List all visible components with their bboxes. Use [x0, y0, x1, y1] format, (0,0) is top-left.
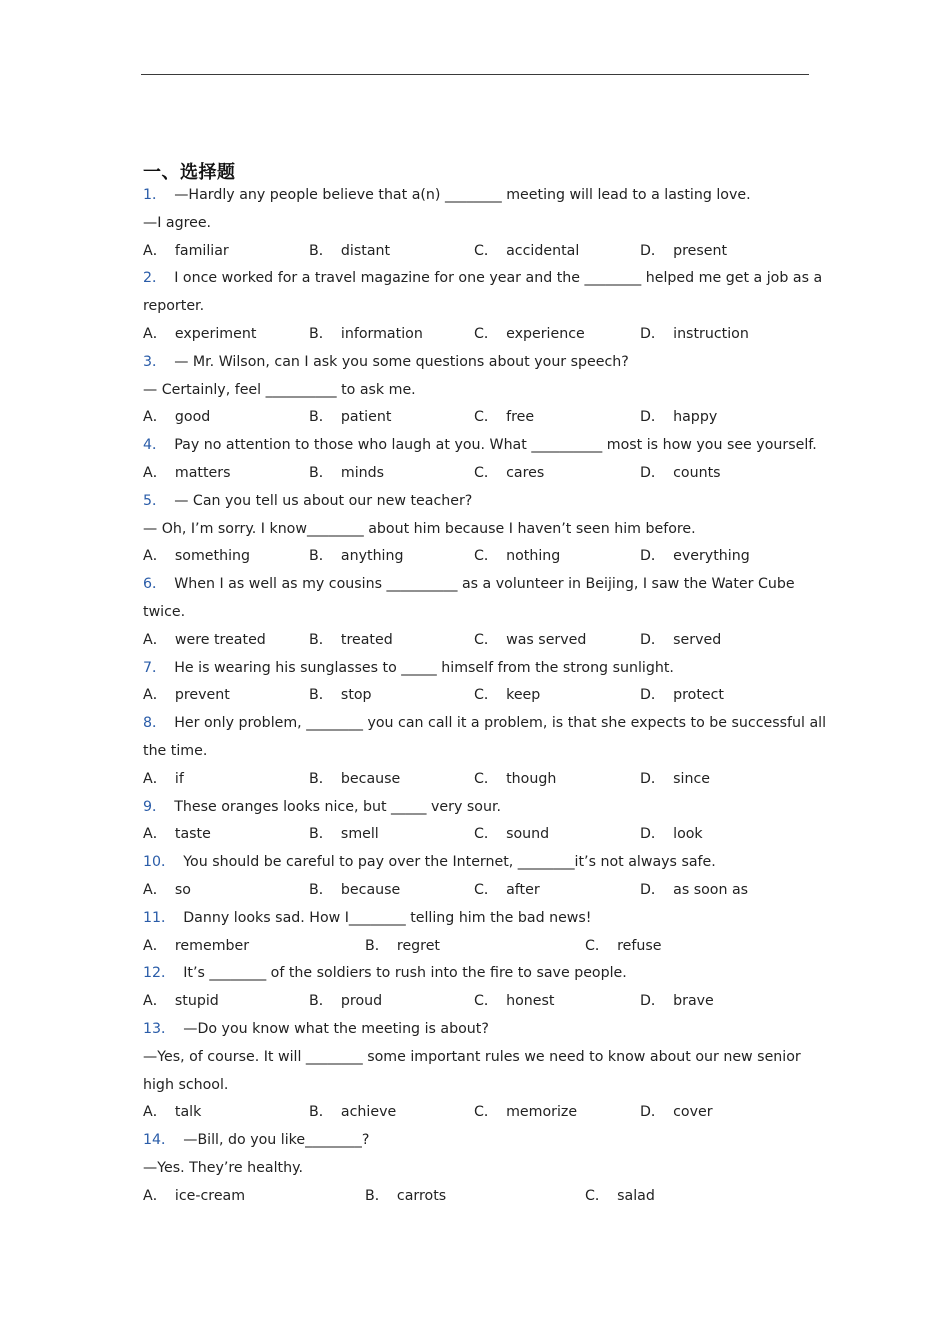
question-text-line: [143, 1072, 813, 1100]
question-text: — Certainly, feel __________ to ask me.: [143, 381, 416, 398]
option-a[interactable]: [143, 1183, 245, 1211]
options-row: [143, 543, 813, 571]
option-text: stupid: [174, 993, 219, 1010]
option-letter: B．: [309, 770, 333, 787]
option-letter: C．: [585, 937, 610, 954]
option-text: if: [174, 770, 184, 787]
option-text: ice-cream: [174, 1187, 246, 1204]
option-c[interactable]: [474, 1099, 577, 1127]
option-text: talk: [174, 1104, 202, 1121]
option-a[interactable]: [143, 877, 191, 905]
question-number: 7．: [143, 659, 167, 676]
option-text: because: [340, 881, 401, 898]
question-text-line: [143, 849, 813, 877]
question-number: 2．: [143, 270, 167, 287]
option-letter: A．: [143, 937, 167, 954]
question-number: 11．: [143, 909, 176, 926]
option-d[interactable]: [640, 877, 748, 905]
option-letter: C．: [474, 687, 499, 704]
option-text: since: [673, 770, 710, 787]
question-text: Pay no attention to those who laugh at you. What __________ most is how you see yourself.: [174, 437, 817, 454]
option-text: something: [174, 548, 251, 565]
question-number: 3．: [143, 353, 167, 370]
option-c[interactable]: [474, 766, 556, 794]
option-text: regret: [396, 937, 440, 954]
option-b[interactable]: [309, 238, 390, 266]
option-c[interactable]: [474, 877, 540, 905]
option-letter: D．: [640, 548, 666, 565]
option-letter: A．: [143, 409, 167, 426]
option-b[interactable]: [309, 543, 404, 571]
option-letter: C．: [585, 1187, 610, 1204]
option-text: were treated: [174, 631, 266, 648]
option-text: was served: [506, 631, 587, 648]
option-d[interactable]: [640, 238, 727, 266]
option-letter: B．: [309, 826, 333, 843]
option-text: accidental: [506, 242, 580, 259]
option-text: remember: [174, 937, 250, 954]
option-letter: D．: [640, 409, 666, 426]
option-text: smell: [340, 826, 379, 843]
question-text-line: [143, 794, 813, 822]
question-text-line: [143, 1155, 813, 1183]
options-row: [143, 682, 813, 710]
question-14: [143, 1127, 813, 1210]
option-text: counts: [673, 464, 721, 481]
option-letter: A．: [143, 1104, 167, 1121]
question-number: 5．: [143, 492, 167, 509]
option-letter: B．: [309, 548, 333, 565]
option-letter: A．: [143, 464, 167, 481]
question-number: 13．: [143, 1020, 176, 1037]
option-c[interactable]: [474, 821, 549, 849]
option-letter: D．: [640, 325, 666, 342]
option-text: salad: [617, 1187, 655, 1204]
option-a[interactable]: [143, 627, 266, 655]
option-text: information: [340, 325, 423, 342]
option-letter: A．: [143, 1187, 167, 1204]
question-8: [143, 710, 827, 793]
option-text: taste: [174, 826, 211, 843]
option-d[interactable]: [640, 543, 750, 571]
options-row: [143, 627, 813, 655]
option-text: memorize: [506, 1104, 578, 1121]
option-text: because: [340, 770, 401, 787]
question-12: [143, 960, 813, 1016]
option-b[interactable]: [309, 321, 423, 349]
question-text: These oranges looks nice, but _____ very sour.: [174, 798, 501, 815]
question-text: —Bill, do you like________?: [183, 1132, 370, 1149]
question-text-line: [143, 516, 813, 544]
option-letter: D．: [640, 826, 666, 843]
option-letter: B．: [309, 881, 333, 898]
question-text: — Can you tell us about our new teacher?: [174, 492, 473, 509]
option-text: look: [673, 826, 703, 843]
option-text: achieve: [340, 1104, 397, 1121]
question-text: You should be careful to pay over the Internet, ________it’s not always safe.: [183, 854, 716, 871]
option-letter: B．: [365, 937, 389, 954]
question-number: 12．: [143, 965, 176, 982]
option-b[interactable]: [365, 1183, 446, 1211]
option-text: though: [506, 770, 557, 787]
option-text: matters: [174, 464, 231, 481]
option-letter: D．: [640, 242, 666, 259]
option-letter: B．: [365, 1187, 389, 1204]
options-row: [143, 404, 813, 432]
options-row: [143, 988, 813, 1016]
question-number: 1．: [143, 187, 167, 203]
question-text: He is wearing his sunglasses to _____ himself from the strong sunlight.: [174, 659, 674, 676]
option-letter: D．: [640, 687, 666, 704]
option-a[interactable]: [143, 988, 219, 1016]
option-a[interactable]: [143, 460, 231, 488]
question-text: —Do you know what the meeting is about?: [183, 1020, 489, 1037]
option-text: treated: [340, 631, 393, 648]
question-number: 8．: [143, 715, 167, 732]
option-text: so: [174, 881, 191, 898]
question-text: —Yes. They’re healthy.: [143, 1159, 303, 1176]
option-c[interactable]: [474, 627, 586, 655]
option-c[interactable]: [585, 933, 661, 961]
option-c[interactable]: [474, 543, 560, 571]
question-text-line: [143, 265, 823, 293]
question-text-line: [143, 293, 813, 321]
option-text: instruction: [673, 325, 749, 342]
option-letter: A．: [143, 548, 167, 565]
option-d[interactable]: [640, 627, 721, 655]
option-text: nothing: [506, 548, 561, 565]
question-text-line: [143, 182, 813, 210]
option-b[interactable]: [309, 766, 400, 794]
question-text-line: [143, 1044, 813, 1072]
option-letter: C．: [474, 881, 499, 898]
section-title: 一、选择题: [143, 162, 236, 183]
option-text: cover: [673, 1104, 713, 1121]
option-a[interactable]: [143, 766, 184, 794]
option-a[interactable]: [143, 821, 211, 849]
option-letter: D．: [640, 464, 666, 481]
option-letter: A．: [143, 826, 167, 843]
option-letter: C．: [474, 409, 499, 426]
option-text: present: [673, 242, 728, 259]
question-9: [143, 794, 813, 850]
question-text-line: [143, 488, 813, 516]
options-row: [143, 766, 813, 794]
question-3: [143, 349, 813, 432]
options-row: [143, 877, 813, 905]
question-text: — Mr. Wilson, can I ask you some questions about your speech?: [174, 353, 629, 370]
question-text-line: [143, 738, 813, 766]
question-text-line: [143, 349, 813, 377]
option-c[interactable]: [474, 321, 585, 349]
question-list: [143, 182, 827, 1210]
option-text: after: [506, 881, 540, 898]
option-a[interactable]: [143, 682, 230, 710]
option-letter: A．: [143, 881, 167, 898]
option-a[interactable]: [143, 1099, 201, 1127]
option-text: anything: [340, 548, 404, 565]
option-a[interactable]: [143, 404, 210, 432]
option-letter: B．: [309, 325, 333, 342]
option-d[interactable]: [640, 682, 724, 710]
option-letter: C．: [474, 770, 499, 787]
question-text-line: [143, 210, 813, 238]
question-number: 9．: [143, 798, 167, 815]
option-letter: D．: [640, 993, 666, 1010]
option-letter: B．: [309, 242, 333, 259]
option-b[interactable]: [309, 404, 391, 432]
question-text: —Hardly any people believe that a(n) ________ meeting will lead to a lasting love.: [174, 187, 751, 203]
option-b[interactable]: [309, 988, 382, 1016]
option-text: sound: [506, 826, 550, 843]
option-letter: B．: [309, 993, 333, 1010]
option-letter: D．: [640, 770, 666, 787]
option-text: everything: [673, 548, 750, 565]
options-row: [143, 933, 813, 961]
question-text-line: [143, 905, 813, 933]
option-letter: B．: [309, 409, 333, 426]
option-text: stop: [340, 687, 372, 704]
options-row: [143, 1099, 813, 1127]
option-text: honest: [506, 993, 555, 1010]
question-number: 6．: [143, 576, 167, 593]
question-text: When I as well as my cousins __________ as a volunteer in Beijing, I saw the Water Cube: [174, 576, 795, 593]
header-rule: [141, 74, 809, 75]
question-text: the time.: [143, 742, 208, 759]
option-letter: D．: [640, 631, 666, 648]
question-text-line: [143, 710, 827, 738]
option-b[interactable]: [365, 933, 440, 961]
question-text: Danny looks sad. How I________ telling him the bad news!: [183, 909, 592, 926]
question-text: Her only problem, ________ you can call it a problem, is that she expects to be successful all: [174, 715, 827, 732]
option-d[interactable]: [640, 460, 721, 488]
option-d[interactable]: [640, 988, 714, 1016]
question-6: [143, 571, 813, 654]
question-7: [143, 655, 813, 711]
question-text-line: [143, 571, 813, 599]
option-a[interactable]: [143, 933, 249, 961]
option-letter: B．: [309, 687, 333, 704]
option-b[interactable]: [309, 682, 372, 710]
option-d[interactable]: [640, 766, 710, 794]
option-letter: C．: [474, 993, 499, 1010]
option-c[interactable]: [474, 988, 554, 1016]
question-4: [143, 432, 817, 488]
option-c[interactable]: [474, 460, 544, 488]
option-letter: C．: [474, 242, 499, 259]
option-text: minds: [340, 464, 385, 481]
option-d[interactable]: [640, 1099, 713, 1127]
option-text: carrots: [396, 1187, 447, 1204]
question-text: twice.: [143, 603, 186, 620]
option-text: prevent: [174, 687, 230, 704]
question-text-line: [143, 599, 813, 627]
option-d[interactable]: [640, 321, 749, 349]
option-text: free: [506, 409, 535, 426]
question-13: [143, 1016, 813, 1127]
option-d[interactable]: [640, 404, 717, 432]
option-letter: B．: [309, 1104, 333, 1121]
option-letter: C．: [474, 631, 499, 648]
question-11: [143, 905, 813, 961]
question-text: —I agree.: [143, 214, 212, 231]
question-number: 4．: [143, 437, 167, 454]
question-1: [143, 182, 813, 265]
option-letter: A．: [143, 325, 167, 342]
option-d[interactable]: [640, 821, 703, 849]
question-2: [143, 265, 823, 348]
option-letter: A．: [143, 242, 167, 259]
option-b[interactable]: [309, 877, 400, 905]
option-letter: D．: [640, 1104, 666, 1121]
option-letter: C．: [474, 826, 499, 843]
options-row: [143, 321, 813, 349]
question-text: —Yes, of course. It will ________ some important rules we need to know about our new senior: [143, 1048, 801, 1065]
question-text: It’s ________ of the soldiers to rush into the fire to save people.: [183, 965, 627, 982]
option-text: refuse: [617, 937, 662, 954]
question-text-line: [143, 960, 813, 988]
option-text: happy: [673, 409, 718, 426]
option-text: keep: [506, 687, 541, 704]
question-text: I once worked for a travel magazine for one year and the ________ helped me get a job as a: [174, 270, 823, 287]
option-text: as soon as: [673, 881, 749, 898]
question-text: reporter.: [143, 298, 205, 315]
option-text: experiment: [174, 325, 257, 342]
option-a[interactable]: [143, 238, 229, 266]
option-letter: C．: [474, 1104, 499, 1121]
question-text: high school.: [143, 1076, 229, 1093]
option-text: served: [673, 631, 722, 648]
option-text: familiar: [174, 242, 229, 259]
question-number: 10．: [143, 854, 176, 871]
option-c[interactable]: [474, 238, 579, 266]
option-b[interactable]: [309, 821, 379, 849]
option-b[interactable]: [309, 1099, 396, 1127]
option-letter: A．: [143, 993, 167, 1010]
option-text: proud: [340, 993, 383, 1010]
options-row: [143, 460, 813, 488]
options-row: [143, 238, 813, 266]
option-text: cares: [506, 464, 545, 481]
option-c[interactable]: [585, 1183, 655, 1211]
option-letter: A．: [143, 770, 167, 787]
question-text-line: [143, 1016, 813, 1044]
option-letter: A．: [143, 687, 167, 704]
option-letter: C．: [474, 464, 499, 481]
question-text-line: [143, 1127, 813, 1155]
option-letter: B．: [309, 464, 333, 481]
option-letter: C．: [474, 325, 499, 342]
option-text: experience: [506, 325, 585, 342]
option-a[interactable]: [143, 543, 250, 571]
option-text: patient: [340, 409, 392, 426]
option-letter: A．: [143, 631, 167, 648]
options-row: [143, 1183, 813, 1211]
question-5: [143, 488, 813, 571]
question-number: 14．: [143, 1132, 176, 1149]
option-letter: B．: [309, 631, 333, 648]
question-text-line: [143, 377, 813, 405]
question-text-line: [143, 655, 813, 683]
option-text: brave: [673, 993, 714, 1010]
option-text: protect: [673, 687, 724, 704]
question-text: — Oh, I’m sorry. I know________ about him because I haven’t seen him before.: [143, 520, 696, 537]
option-a[interactable]: [143, 321, 256, 349]
option-b[interactable]: [309, 460, 384, 488]
option-text: distant: [340, 242, 391, 259]
question-text-line: [143, 432, 817, 460]
option-c[interactable]: [474, 404, 534, 432]
option-letter: D．: [640, 881, 666, 898]
option-letter: C．: [474, 548, 499, 565]
options-row: [143, 821, 813, 849]
question-10: [143, 849, 813, 905]
option-c[interactable]: [474, 682, 540, 710]
option-text: good: [174, 409, 211, 426]
option-b[interactable]: [309, 627, 393, 655]
